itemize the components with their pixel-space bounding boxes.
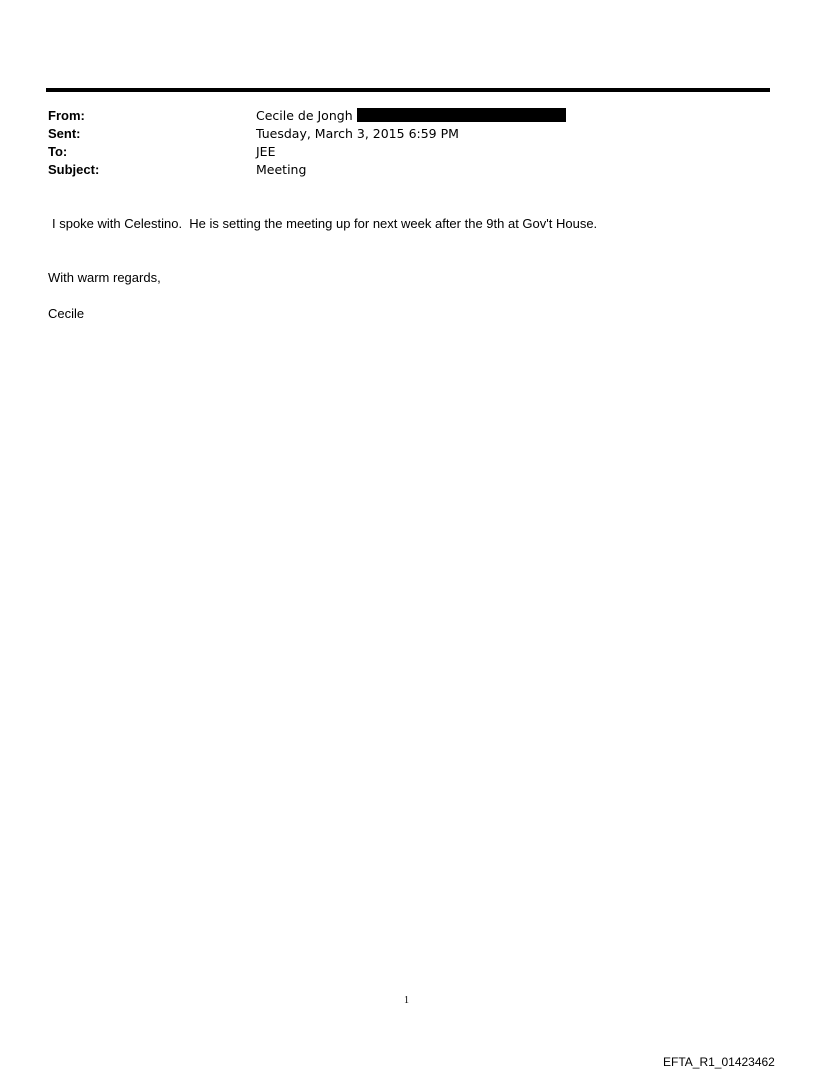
closing-line: With warm regards, [48, 270, 161, 285]
header-divider [46, 88, 770, 92]
from-value [256, 107, 566, 125]
from-label: From: [48, 108, 85, 123]
redaction-block [357, 108, 566, 122]
message-body: I spoke with Celestino. He is setting the meeting up for next week after the 9th at Gov't House. [52, 216, 598, 231]
sent-label: Sent: [48, 126, 81, 141]
from-name: Cecile de Jongh [256, 108, 353, 123]
signature: Cecile [48, 306, 85, 321]
page-number: 1 [404, 995, 409, 1006]
to-value: JEE [256, 144, 276, 159]
subject-value: Meeting [256, 162, 307, 177]
document-id: EFTA_R1_01423462 [663, 1055, 775, 1069]
sent-value: Tuesday, March 3, 2015 6:59 PM [256, 126, 459, 141]
to-label: To: [48, 144, 68, 159]
subject-label: Subject: [48, 162, 100, 177]
